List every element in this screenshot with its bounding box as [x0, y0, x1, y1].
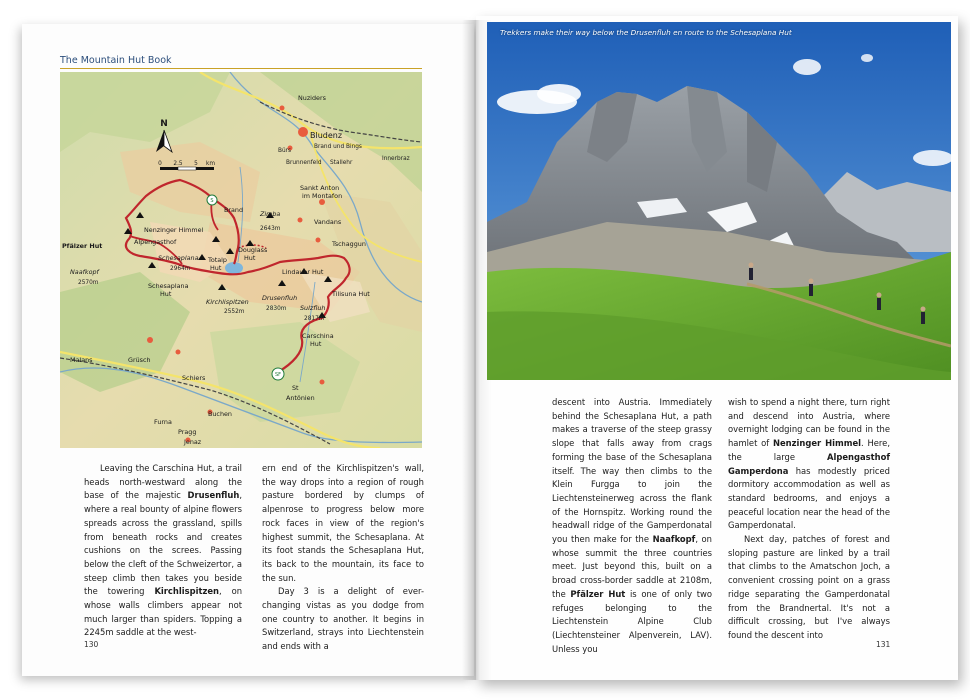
label-brand: Brand [224, 206, 244, 214]
text-run: descent into Austria. Immediately behind the Schesaplana Hut, a path makes a traverse of the steep grassy slope that falls away from crags forming the base of the Schesaplana itself. The way then climbs to the Klein Furgga to join the Liechtensteinerweg across the flank of the Hornspitz. Working round the headwall ridge of the Gamperdonatal you then make for the [552, 397, 712, 545]
label-nenzinger: Nenzinger Himmel [144, 226, 204, 234]
label-vandans: Vandans [314, 218, 342, 226]
label-jenaz: Jenaz [184, 438, 202, 446]
paragraph [84, 462, 242, 640]
text-run: . Here, the large [728, 438, 890, 462]
left-page-number: 130 [84, 640, 99, 649]
scale-tick-2-5: 2.5 [173, 161, 183, 167]
label-naafkopf: Naafkopf [70, 268, 99, 276]
label-bludenz: Bludenz [310, 131, 343, 140]
text-run: , on whose summit the three countries meet. Just beyond this, built on a broad cross-border saddle at 2108m, the [552, 534, 712, 599]
text-run: , on whose walls climbers appear not much larger than spiders. Topping a 2245m saddle at the west- [84, 586, 243, 638]
text-run: wish to spend a night there, turn right and descend into Austria, where overnight lodging can be found in the hamlet of [728, 397, 890, 449]
paragraph [728, 533, 890, 643]
label-innerbraz: Innerbraz [382, 156, 410, 162]
bold-term: Nenzinger Himmel [772, 438, 862, 449]
label-pragg: Pragg [178, 428, 197, 436]
bold-term: Kirchlispitzen [154, 586, 219, 597]
label-drusenfluh: Drusenfluh [262, 294, 298, 302]
scale-unit: km [206, 161, 216, 167]
label-st: St [292, 384, 299, 392]
running-head: The Mountain Hut Book [60, 55, 172, 66]
label-zimba: Zimba [260, 210, 281, 218]
right-page-column-1 [552, 396, 712, 656]
running-head-rule [60, 68, 422, 69]
label-kirchlispitzen: Kirchlispitzen [206, 298, 249, 306]
trekkers-photo-svg [487, 22, 951, 380]
label-douglass-2: Hut [244, 254, 256, 262]
label-zimba-height: 2643m [260, 226, 281, 232]
north-label: N [160, 119, 168, 129]
label-douglass-1: Douglass [238, 246, 268, 254]
bold-term: Naafkopf [652, 534, 696, 545]
text-run: ern end of the Kirchlispitzen's wall, the way drops into a region of rough pasture bordered by clumps of alpenrose to progress below more rock faces in view of the region's highest summit, the Schesaplana. At its foot stands the Schesaplana Hut, its back to the mountain, its face to the sun. [262, 463, 424, 583]
route-map-svg [60, 72, 422, 448]
label-schesaplana-peak: Schesaplana [158, 254, 199, 262]
label-sulzfluh-height: 2817m [304, 316, 325, 322]
paragraph [728, 396, 890, 533]
label-kirchlispitzen-height: 2552m [224, 309, 245, 315]
finish-marker: SF [274, 372, 282, 378]
text-run: Day 3 is a delight of ever-changing vistas as you dodge from one country to another. It begins in Switzerland, strays into Liechtenstein and ends with a [262, 586, 424, 652]
scale-tick-5: 5 [194, 161, 198, 167]
label-tilisuna-hut: Tilisuna Hut [332, 290, 370, 298]
label-burs: Bürs [278, 148, 292, 154]
label-schesaplana-hut-1: Schesaplana [148, 282, 189, 290]
label-lindauer-hut: Lindauer Hut [282, 268, 324, 276]
bold-term: Drusenfluh [187, 490, 240, 501]
label-naafkopf-height: 2570m [78, 280, 99, 286]
label-alpengasthof: Alpengasthof [134, 238, 177, 246]
paragraph [552, 396, 712, 656]
label-schesaplana-hut-2: Hut [160, 290, 172, 298]
text-run: , where a real bounty of alpine flowers spreads across the grassland, spills from beneath rocks and creates cushions on the screes. Passing below the cleft of the Schweizertor, a steep climb then takes you beside the towering [84, 490, 242, 597]
paragraph [262, 462, 424, 585]
label-antonien: Antönien [286, 394, 315, 402]
text-run: has modestly priced dormitory accommodation as well as standard bedrooms, and enjoys a peaceful location near the head of the Gamperdonatal. [728, 465, 890, 531]
left-page-column-2 [262, 462, 424, 654]
text-run: Next day, patches of forest and sloping pasture are linked by a trail that climbs to the Amatschon Joch, a convenient crossing point on a grass ridge separating the Gamperdonatal from the Brandnertal. It's not a difficult crossing, but I've always found the descent into [728, 534, 890, 640]
paragraph [262, 585, 424, 654]
label-schiers: Schiers [182, 374, 206, 382]
bold-term: Pfälzer Hut [570, 588, 626, 599]
scale-tick-0: 0 [158, 161, 162, 167]
right-page-number: 131 [876, 640, 891, 649]
bold-term: Alpengasthof Gamperdona [728, 451, 890, 476]
route-map [60, 72, 422, 448]
label-totalp-2: Hut [210, 264, 222, 272]
label-pfalzer-hut: Pfälzer Hut [62, 242, 103, 250]
label-carschina-2: Hut [310, 340, 322, 348]
label-buchen: Buchen [208, 410, 232, 418]
label-drusenfluh-height: 2830m [266, 306, 287, 312]
label-brunnenfeld: Brunnenfeld [286, 160, 322, 166]
right-page-column-2 [728, 396, 890, 643]
text-run: Leaving the Carschina Hut, a trail heads north-westward along the base of the majestic [84, 463, 242, 501]
label-tschagguns: Tschaggun [332, 240, 366, 248]
label-sankt-anton: Sankt Anton [300, 184, 340, 192]
trekkers-photo [487, 22, 951, 380]
label-im-montafon: im Montafon [302, 192, 343, 200]
label-malans: Malans [70, 356, 93, 364]
label-totalp-1: Totalp [208, 256, 227, 264]
left-page-column-1 [84, 462, 242, 640]
start-marker: S [210, 198, 214, 204]
label-stallehr: Stallehr [330, 160, 353, 166]
label-carschina-1: Carschina [302, 332, 334, 340]
label-nuziders: Nuziders [298, 94, 326, 102]
label-brand-bings: Brand und Bings [314, 144, 362, 150]
photo-caption: Trekkers make their way below the Drusenfluh en route to the Schesaplana Hut [500, 28, 792, 37]
scale-bar [160, 167, 214, 170]
text-run: is one of only two refuges belonging to the Liechtenstein Alpine Club (Liechtensteiner Alpenverein, LAV). Unless you [552, 588, 712, 654]
label-schesaplana-height: 2964m [170, 266, 191, 272]
label-sulzfluh: Sulzfluh [300, 304, 326, 312]
label-furna: Furna [154, 418, 172, 426]
label-grusch: Grüsch [128, 356, 151, 364]
